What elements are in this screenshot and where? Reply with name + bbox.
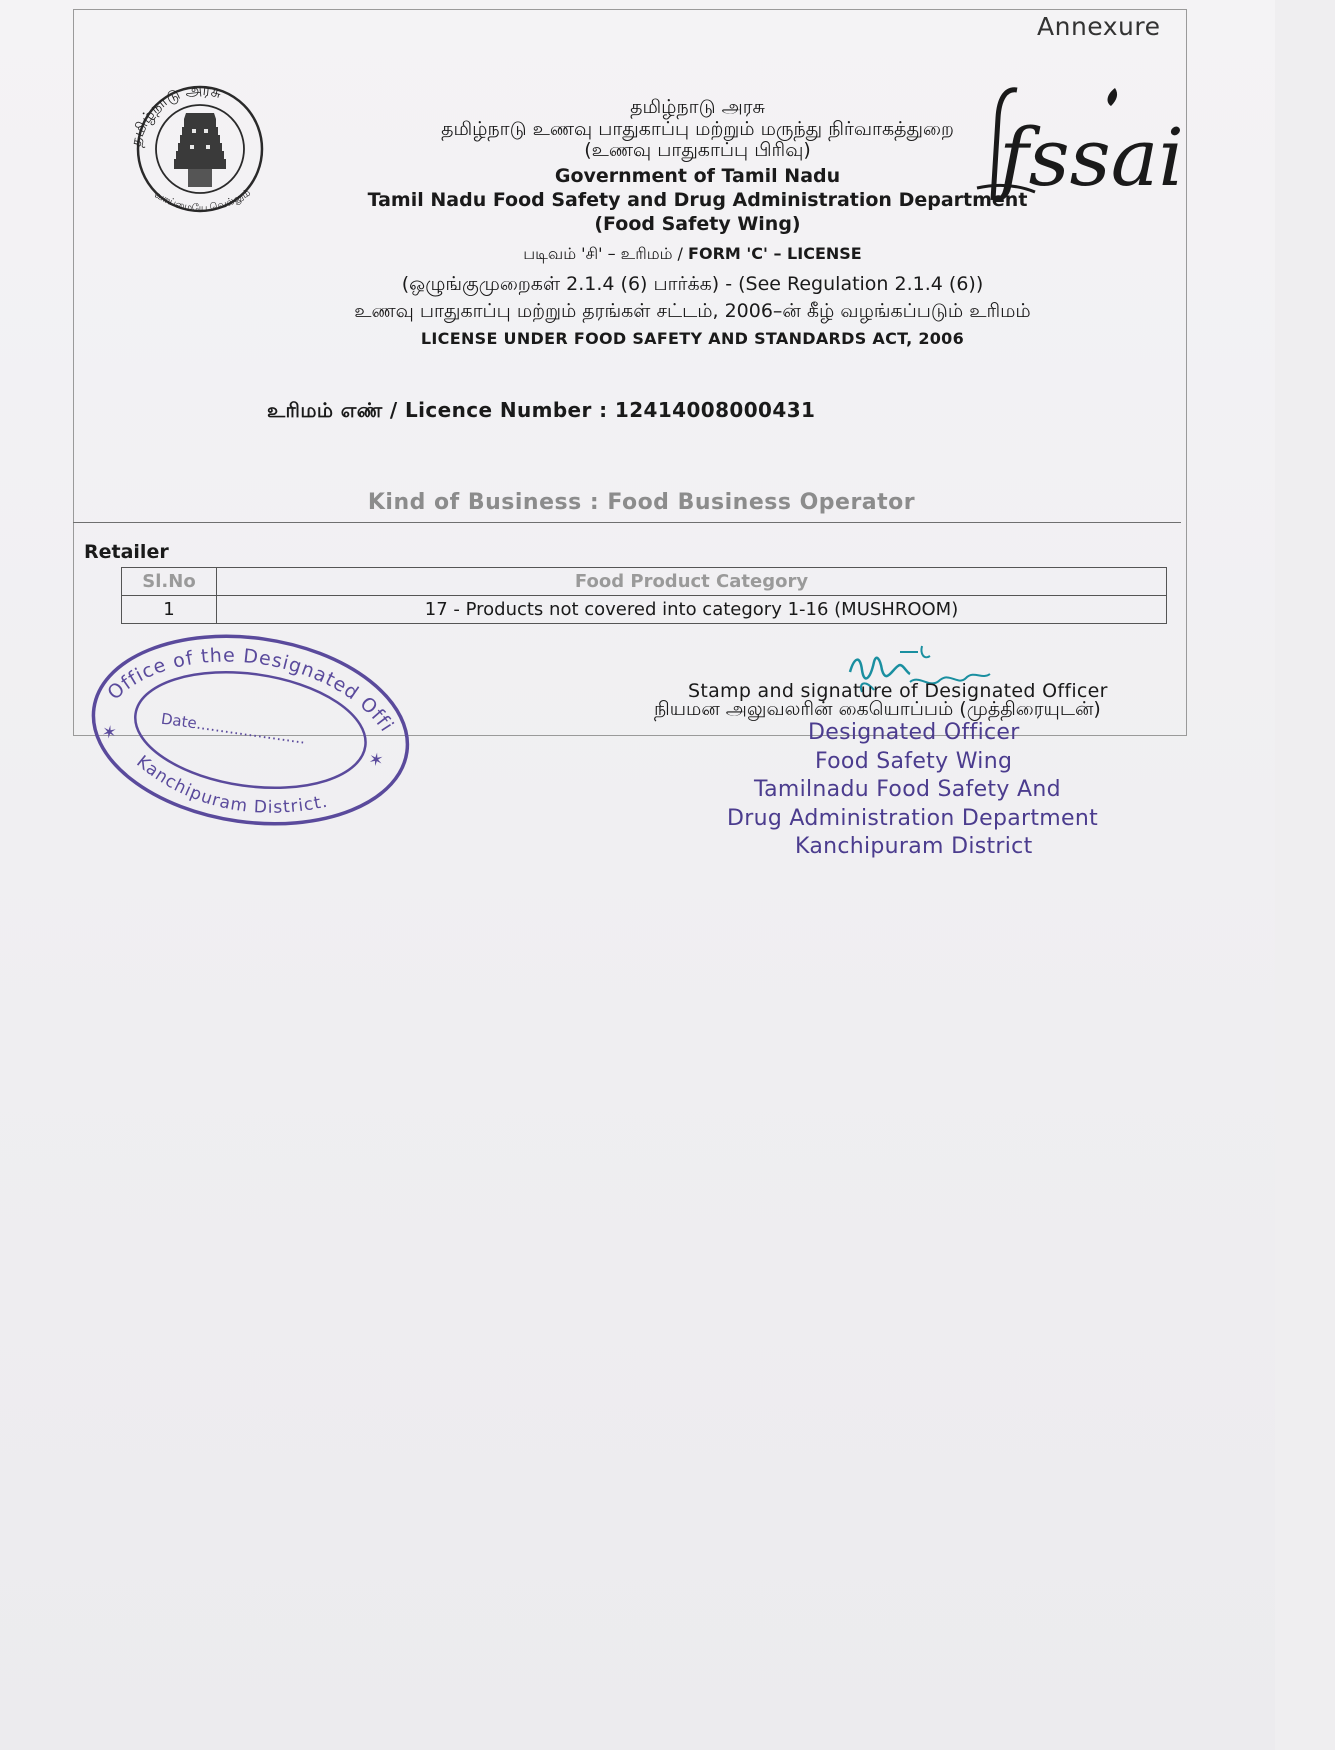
seal-date-text: Date....................... [159,709,307,748]
column-header-sl-no: Sl.No [122,568,217,596]
fssai-wordmark: fssai [999,111,1184,204]
emblem-top-text: தமிழ்நாடு அரசு [126,80,224,149]
officer-stamp-line-1: Designated Officer [808,720,1020,745]
act-tamil: உணவு பாதுகாப்பு மற்றும் தரங்கள் சட்டம், 2006–ன் கீழ் வழங்கப்படும் உரிமம் [354,300,1031,322]
licence-number: உரிமம் எண் / Licence Number : 12414008000431 [267,398,816,422]
kind-of-business: Kind of Business : Food Business Operator [367,490,916,515]
cell-sl-no: 1 [122,596,217,624]
section-label-retailer: Retailer [84,541,169,563]
product-category-table [121,567,1167,624]
svg-text:Kanchipuram District. [128,750,334,828]
form-title [55,244,1330,265]
column-header-category: Food Product Category [217,568,1167,596]
annexure-label: Annexure [1037,12,1161,41]
header-tamil-wing: (உணவு பாதுகாப்பு பிரிவு) [584,139,811,161]
stamp-and-signature-label: Stamp and signature of Designated Officer [688,680,1108,702]
form-title-english: FORM 'C' – LICENSE [688,244,862,263]
header-government: Government of Tamil Nadu [554,165,841,187]
tamil-signature-label: நியமன அலுவலரின் கையொப்பம் (முத்திரையுடன்) [654,698,1101,720]
seal-bottom-text: Kanchipuram District. [132,751,330,818]
regulation-reference: (ஒழுங்குமுறைகள் 2.1.4 (6) பார்க்க) - (See Regulation 2.1.4 (6)) [401,273,984,295]
svg-text:✶: ✶ [367,748,385,772]
header-wing: (Food Safety Wing) [594,213,801,235]
emblem-bottom-text: வாய்மையே வெல்லும் [152,187,253,215]
cell-category: 17 - Products not covered into category 1-16 (MUSHROOM) [217,596,1167,624]
header-tamil-government: தமிழ்நாடு அரசு [630,96,765,118]
header-department: Tamil Nadu Food Safety and Drug Administration Department [367,189,1028,211]
officer-stamp-line-5: Kanchipuram District [795,834,1033,859]
seal-arc-text: Office of the Designated Officer [103,644,399,737]
office-seal-icon [75,618,425,848]
svg-text:✶: ✶ [100,721,119,745]
table-header-row [122,568,1167,596]
header-tamil-department: தமிழ்நாடு உணவு பாதுகாப்பு மற்றும் மருந்து நிர்வாகத்துறை [441,118,954,140]
form-title-tamil: படிவம் 'சி' – உரிமம் / [523,244,689,263]
officer-stamp-line-3: Tamilnadu Food Safety And [754,777,1061,802]
section-divider [73,522,1181,523]
officer-stamp-line-4: Drug Administration Department [727,806,1098,831]
act-english: LICENSE UNDER FOOD SAFETY AND STANDARDS ACT, 2006 [420,329,965,348]
officer-stamp-line-2: Food Safety Wing [815,749,1013,774]
